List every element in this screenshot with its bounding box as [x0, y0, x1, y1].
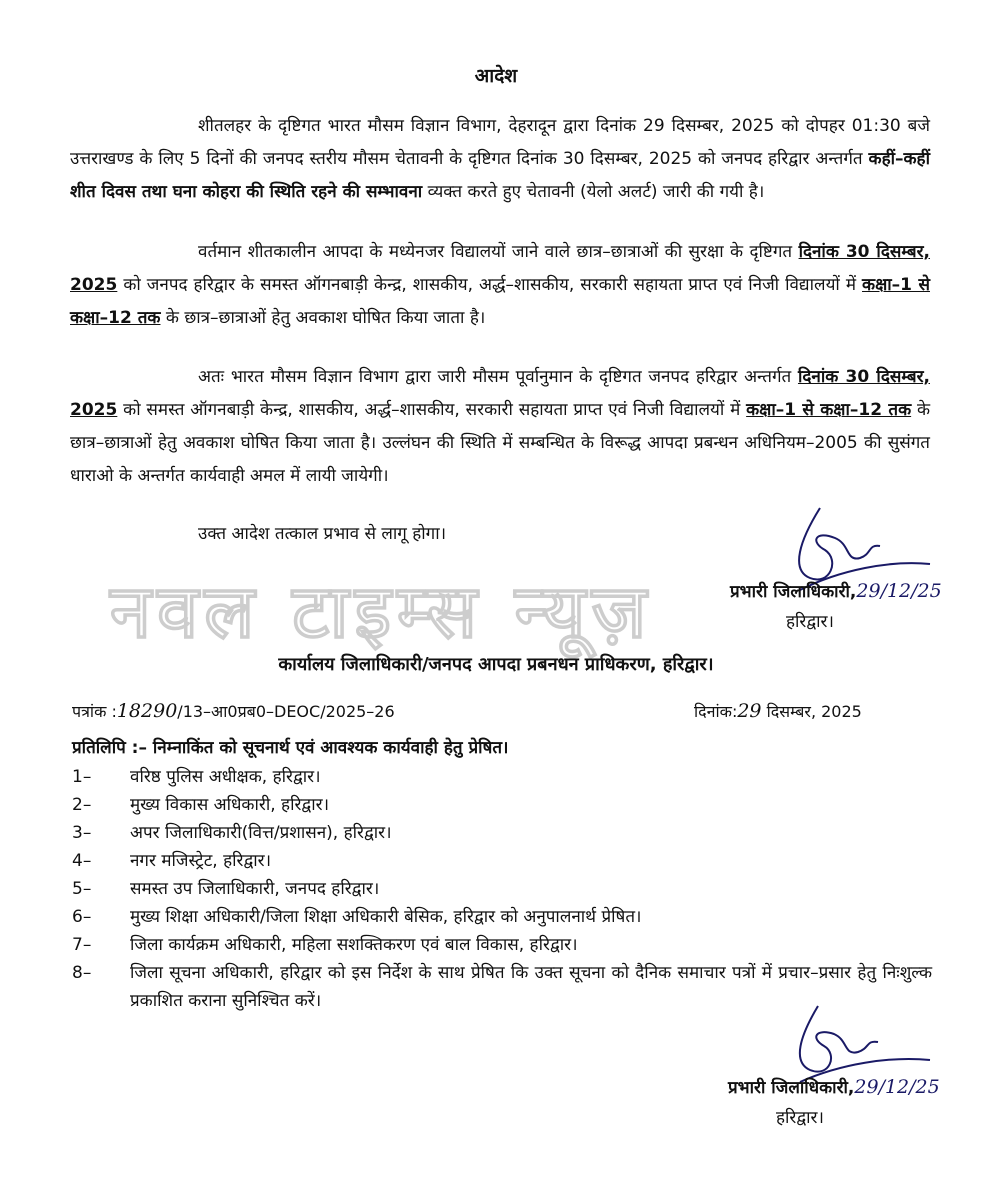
- copy-to-item: [72, 903, 932, 931]
- reference-date-label: दिनांक:: [694, 702, 738, 721]
- copy-to-item-text: नगर मजिस्ट्रेट, हरिद्वार।: [130, 851, 272, 871]
- signature-2-block: [728, 1072, 940, 1133]
- p2-date: दिनांक 30 दिसम्बर, 2025: [70, 242, 930, 295]
- signature-1-designation: प्रभारी जिलाधिकारी,: [730, 582, 857, 602]
- document-title: आदेश: [474, 65, 518, 87]
- copy-to-item-number: 2–: [72, 795, 92, 815]
- copy-to-item: [72, 931, 932, 959]
- copy-to-item: [72, 819, 932, 847]
- copy-to-item: [72, 791, 932, 819]
- paragraph-order: [70, 361, 930, 493]
- copy-to-item: [72, 875, 932, 903]
- copy-to-item-text: जिला कार्यक्रम अधिकारी, महिला सशक्तिकरण एवं बाल विकास, हरिद्वार।: [130, 935, 578, 955]
- reference-date: [694, 700, 862, 722]
- reference-date-rest: दिसम्बर, 2025: [761, 702, 862, 721]
- p1-bold-text: कहीं–कहीं शीत दिवस तथा घना कोहरा की स्थिति रहने की सम्भावना: [70, 149, 930, 202]
- p2-text-2: को जनपद हरिद्वार के समस्त ऑगनबाड़ी केन्द्र, शासकीय, अर्द्ध–शासकीय, सरकारी सहायता प्राप्त एवं निजी विद्यालयों में: [117, 275, 863, 295]
- copy-to-item-text: जिला सूचना अधिकारी, हरिद्वार को इस निर्देश के साथ प्रेषित कि उक्त सूचना को दैनिक समाचार पत्रों में प्रचार–प्रसार हेतु निःशुल्क प्रकाशित कराना सुनिश्चित करें।: [130, 963, 932, 1011]
- signature-2-date: 29/12/25: [854, 1076, 940, 1098]
- copy-to-item-number: 4–: [72, 851, 92, 871]
- copy-to-item-number: 3–: [72, 823, 92, 843]
- signature-1-place: हरिद्वार।: [786, 612, 834, 632]
- reference-date-day: 29: [737, 700, 762, 722]
- copy-to-item-number: 5–: [72, 879, 92, 899]
- p3-date: दिनांक 30 दिसम्बर, 2025: [70, 367, 930, 420]
- copy-to-item: [72, 763, 932, 791]
- reference-number: [72, 700, 395, 722]
- p3-class-range: कक्षा–1 से कक्षा–12 तक: [746, 400, 912, 420]
- p1-text-2: व्यक्त करते हुए चेतावनी (येलो अलर्ट) जारी की गयी है।: [422, 182, 765, 202]
- signature-1-date: 29/12/25: [856, 580, 942, 602]
- copy-to-item-text: मुख्य शिक्षा अधिकारी/जिला शिक्षा अधिकारी बेसिक, हरिद्वार को अनुपालनार्थ प्रेषित।: [130, 907, 642, 927]
- paragraph-weather-warning: [70, 110, 930, 209]
- copy-to-item-number: 1–: [72, 767, 92, 787]
- copy-to-item-text: समस्त उप जिलाधिकारी, जनपद हरिद्वार।: [130, 879, 380, 899]
- reference-suffix: /13–आ0प्रब0–DEOC/2025–26: [177, 702, 395, 721]
- p2-text-3: के छात्र–छात्राओं हेतु अवकाश घोषित किया जाता है।: [160, 308, 486, 328]
- copy-to-item-number: 8–: [72, 963, 92, 983]
- p1-text-1: शीतलहर के दृष्टिगत भारत मौसम विज्ञान विभाग, देहरादून द्वारा दिनांक 29 दिसम्बर, 2025 को दोपहर 01:30 बजे उत्तराखण्ड के लिए 5 दिनों की जनपद स्तरीय मौसम चेतावनी के दृष्टिगत दिनांक 30 दिसम्बर, 2025 को जनपद हरिद्वार अन्तर्गत: [70, 116, 930, 169]
- reference-handwritten-number: 18290: [116, 700, 178, 722]
- p2-text-1: वर्तमान शीतकालीन आपदा के मध्येनजर विद्यालयों जाने वाले छात्र–छात्राओं की सुरक्षा के दृष्टिगत: [198, 242, 799, 262]
- copy-to-item-number: 6–: [72, 907, 92, 927]
- copy-to-item: [72, 847, 932, 875]
- paragraph-effective: उक्त आदेश तत्काल प्रभाव से लागू होगा।: [198, 524, 447, 544]
- copy-to-item-text: अपर जिलाधिकारी(वित्त/प्रशासन), हरिद्वार।: [130, 823, 392, 843]
- p3-text-3: के छात्र–छात्राओं हेतु अवकाश घोषित किया जाता है। उल्लंघन की स्थिति में सम्बन्धित के विरूद्ध आपदा प्रबन्धन अधिनियम–2005 की सुसंगत धाराओ के अन्तर्गत कार्यवाही अमल में लायी जायेगी।: [70, 400, 930, 486]
- reference-prefix: पत्रांक :: [72, 702, 117, 721]
- watermark-text: नवल टाइम्स न्यूज़: [110, 569, 653, 655]
- signature-1-block: [730, 576, 942, 637]
- copy-to-item-text: वरिष्ठ पुलिस अधीक्षक, हरिद्वार।: [130, 767, 321, 787]
- copy-to-item-number: 7–: [72, 935, 92, 955]
- signature-2-place: हरिद्वार।: [776, 1108, 824, 1128]
- copy-to-title: प्रतिलिपि :– निम्नाकिंत को सूचनार्थ एवं आवश्यक कार्यवाही हेतु प्रेषित।: [72, 738, 509, 758]
- p2-class-range: कक्षा–1 से कक्षा–12 तक: [70, 275, 930, 328]
- p3-text-2: को समस्त ऑगनबाड़ी केन्द्र, शासकीय, अर्द्ध–शासकीय, सरकारी सहायता प्राप्त एवं निजी विद्यालयों में: [117, 400, 747, 420]
- office-heading: कार्यालय जिलाधिकारी/जनपद आपदा प्रबनधन प्राधिकरण, हरिद्वार।: [278, 654, 714, 675]
- copy-to-item-text: मुख्य विकास अधिकारी, हरिद्वार।: [130, 795, 330, 815]
- p3-text-1: अतः भारत मौसम विज्ञान विभाग द्वारा जारी मौसम पूर्वानुमान के दृष्टिगत जनपद हरिद्वार अन्तर्गत: [198, 367, 798, 387]
- paragraph-holiday-declaration: [70, 236, 930, 335]
- signature-2-designation: प्रभारी जिलाधिकारी,: [728, 1078, 855, 1098]
